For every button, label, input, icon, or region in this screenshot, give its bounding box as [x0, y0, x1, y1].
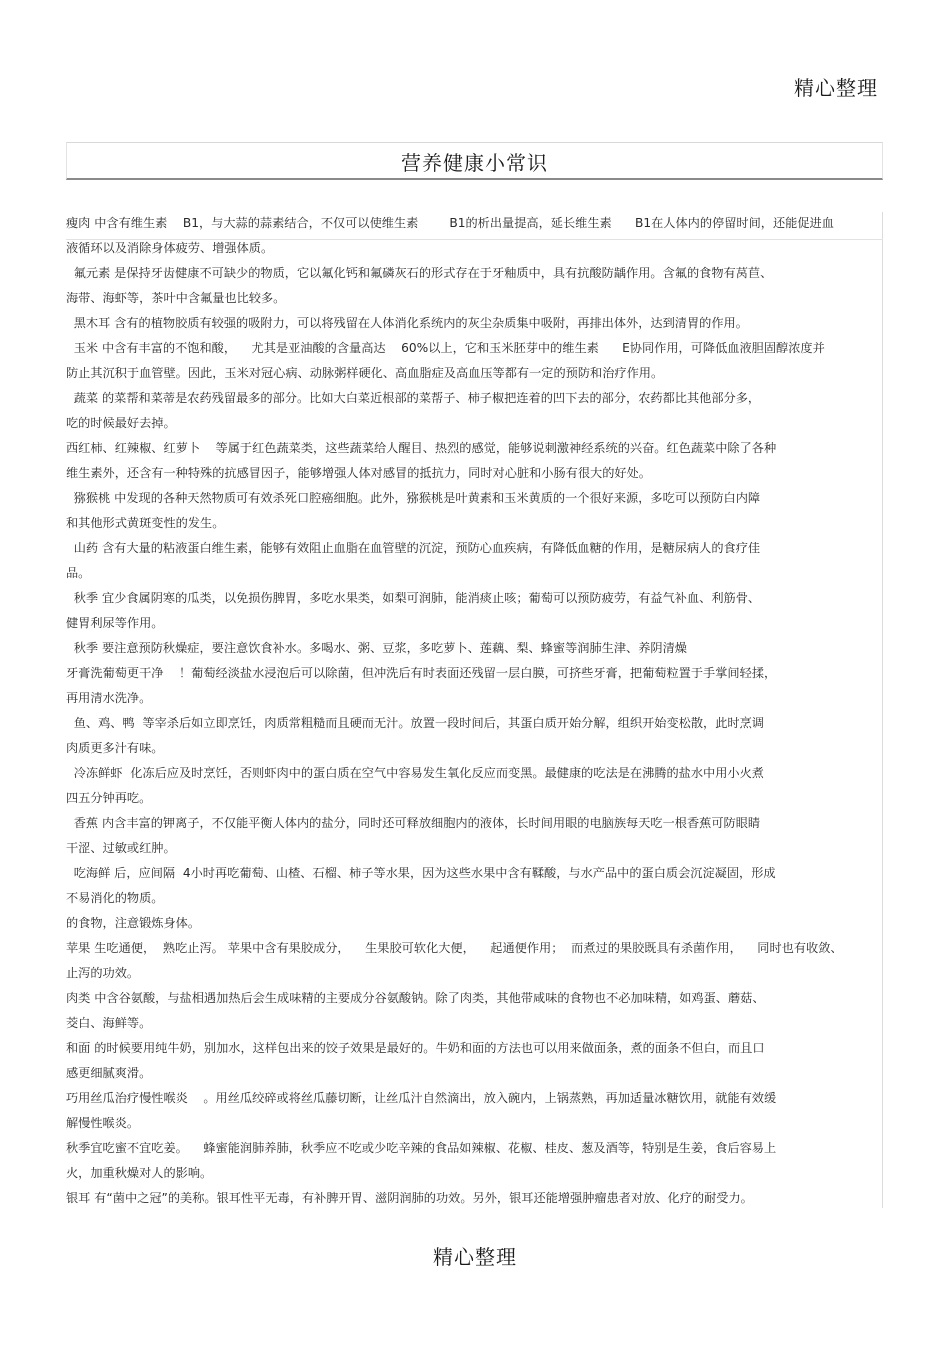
text-line: 四五分钟再吃。 — [66, 791, 152, 805]
text-line: 瘦肉 中含有维生素 B1，与大蒜的蒜素结合，不仅可以使维生素 B1的析出量提高，延长维生素 B1在人体内的停留时间，还能促进血 — [66, 216, 834, 230]
page-title: 营养健康小常识 — [401, 151, 548, 175]
text-line: 防止其沉积于血管壁。因此，玉米对冠心病、动脉粥样硬化、高血脂症及高血压等都有一定的预防和治疗作用。 — [66, 366, 664, 380]
text-line: 再用清水洗净。 — [66, 691, 152, 705]
text-line: 猕猴桃 中发现的各种天然物质可有效杀死口腔癌细胞。此外，猕猴桃是叶黄素和玉米黄质的一个很好来源，多吃可以预防白内障 — [66, 491, 761, 505]
text-line: 山药 含有大量的粘液蛋白维生素，能够有效阻止血脂在血管壁的沉淀，预防心血疾病，有降低血糖的作用，是糖尿病人的食疗佳 — [66, 541, 761, 555]
text-line: 感更细腻爽滑。 — [66, 1066, 152, 1080]
text-line: 秋季 宜少食属阴寒的瓜类，以免损伤脾胃，多吃水果类，如梨可润肺，能消痰止咳；葡萄可以预防疲劳，有益气补血、利筋骨、 — [66, 591, 761, 605]
text-line: 和面 的时候要用纯牛奶，别加水，这样包出来的饺子效果是最好的。牛奶和面的方法也可以用来做面条，煮的面条不但白，而且口 — [66, 1041, 765, 1055]
text-line: 秋季宜吃蜜不宜吃姜。 蜂蜜能润肺养肺，秋季应不吃或少吃辛辣的食品如辣椒、花椒、桂皮、葱及酒等，特别是生姜，食后容易上 — [66, 1141, 777, 1155]
text-line: 巧用丝瓜治疗慢性喉炎 。用丝瓜绞碎或将丝瓜藤切断，让丝瓜汁自然滴出，放入碗内，上锅蒸熟，再加适量冰糖饮用，就能有效缓 — [66, 1091, 777, 1105]
text-line: 玉米 中含有丰富的不饱和酸， 尤其是亚油酸的含量高达 60%以上，它和玉米胚芽中的维生素 E协同作用，可降低血液胆固醇浓度并 — [66, 341, 825, 355]
text-line: 的食物，注意锻炼身体。 — [66, 916, 201, 930]
text-line: 蔬菜 的菜帮和菜蒂是农药残留最多的部分。比如大白菜近根部的菜帮子、柿子椒把连着的凹下去的部分，农药都比其他部分多， — [66, 391, 761, 405]
text-line: 健胃利尿等作用。 — [66, 616, 164, 630]
text-line: 肉质更多汁有味。 — [66, 741, 164, 755]
text-line: 香蕉 内含丰富的钾离子，不仅能平衡人体内的盐分，同时还可释放细胞内的液体，长时间用眼的电脑族每天吃一根香蕉可防眼睛 — [66, 816, 761, 830]
text-line: 止泻的功效。 — [66, 966, 140, 980]
text-line: 冷冻鲜虾 化冻后应及时烹饪，否则虾肉中的蛋白质在空气中容易发生氧化反应而变黑。最健康的吃法是在沸腾的盐水中用小火煮 — [66, 766, 764, 780]
text-line: 品。 — [66, 566, 91, 580]
title-box — [66, 142, 883, 180]
text-line: 干涩、过敏或红肿。 — [66, 841, 176, 855]
text-line: 黑木耳 含有的植物胶质有较强的吸附力，可以将残留在人体消化系统内的灰尘杂质集中吸附，再排出体外，达到清胃的作用。 — [66, 316, 748, 330]
text-line: 牙膏洗葡萄更干净 ！葡萄经淡盐水浸泡后可以除菌，但冲洗后有时表面还残留一层白膜，可挤些牙膏，把葡萄粒置于手掌间轻揉， — [66, 666, 777, 680]
text-line: 西红柿、红辣椒、红萝卜 等属于红色蔬菜类，这些蔬菜给人醒目、热烈的感觉，能够说刺激神经系统的兴奋。红色蔬菜中除了各种 — [66, 441, 777, 455]
text-line: 秋季 要注意预防秋燥症，要注意饮食补水。多喝水、粥、豆浆，多吃萝卜、莲藕、梨、蜂蜜等润肺生津、养阴清燥 — [66, 641, 687, 655]
text-line: 银耳 有“菌中之冠”的美称。银耳性平无毒，有补脾开胃、滋阴润肺的功效。另外，银耳还能增强肿瘤患者对放、化疗的耐受力。 — [66, 1191, 753, 1205]
text-line: 火，加重秋燥对人的影响。 — [66, 1166, 213, 1180]
text-line: 苹果 生吃通便， 熟吃止泻。 苹果中含有果胶成分， 生果胶可软化大便， 起通便作用； 而煮过的果胶既具有杀菌作用， 同时也有收敛、 — [66, 941, 843, 955]
text-line: 解慢性喉炎。 — [66, 1116, 140, 1130]
text-line: 氟元素 是保持牙齿健康不可缺少的物质，它以氟化钙和氟磷灰石的形式存在于牙釉质中，具有抗酸防龋作用。含氟的食物有莴苣、 — [66, 266, 773, 280]
document-body — [66, 212, 883, 1208]
footer-watermark: 精心整理 — [433, 1245, 517, 1269]
text-line: 肉类 中含谷氨酸，与盐相遇加热后会生成味精的主要成分谷氨酸钠。除了肉类，其他带咸味的食物也不必加味精，如鸡蛋、蘑菇、 — [66, 991, 765, 1005]
text-line: 和其他形式黄斑变性的发生。 — [66, 516, 225, 530]
text-line: 吃海鲜 后，应间隔 4小时再吃葡萄、山楂、石榴、柿子等水果，因为这些水果中含有鞣酸，与水产品中的蛋白质会沉淀凝固，形成 — [66, 866, 776, 880]
text-line: 维生素外，还含有一种特殊的抗感冒因子，能够增强人体对感冒的抵抗力，同时对心脏和小肠有很大的好处。 — [66, 466, 651, 480]
header-watermark: 精心整理 — [794, 76, 878, 100]
text-line: 海带、海虾等，茶叶中含氟量也比较多。 — [66, 291, 286, 305]
text-line: 液循环以及消除身体疲劳、增强体质。 — [66, 241, 274, 255]
text-line: 茭白、海鲜等。 — [66, 1016, 152, 1030]
text-line: 鱼、鸡、鸭 等宰杀后如立即烹饪，肉质常粗糙而且硬而无汁。放置一段时间后，其蛋白质开始分解，组织开始变松散，此时烹调 — [66, 716, 764, 730]
text-line: 吃的时候最好去掉。 — [66, 416, 176, 430]
text-line: 不易消化的物质。 — [66, 891, 164, 905]
